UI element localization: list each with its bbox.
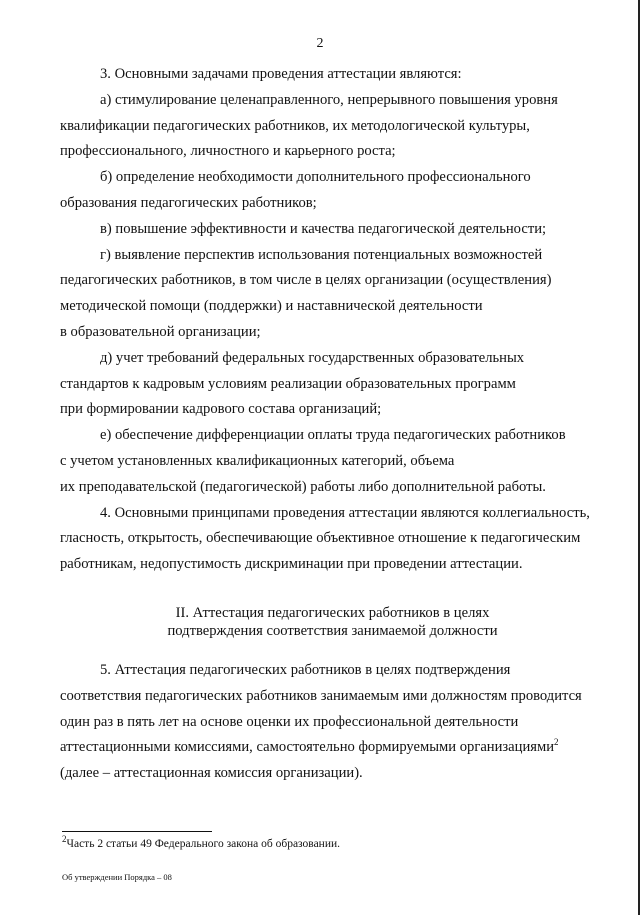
footnote bbox=[62, 834, 341, 850]
paragraph-5-line-5: (далее – аттестационная комиссия организации). bbox=[60, 765, 363, 782]
item-a-line-1: а) стимулирование целенаправленного, непрерывного повышения уровня bbox=[100, 91, 558, 108]
paragraph-4-line-1: 4. Основными принципами проведения аттестации являются коллегиальность, bbox=[100, 504, 590, 521]
item-b-line-2: образования педагогических работников; bbox=[60, 194, 317, 211]
section-heading-line-2: подтверждения соответствия занимаемой должности bbox=[167, 622, 498, 639]
item-v: в) повышение эффективности и качества педагогической деятельности; bbox=[100, 220, 547, 237]
item-b-line-1: б) определение необходимости дополнительного профессионального bbox=[100, 169, 531, 186]
page-number: 2 bbox=[316, 36, 324, 51]
footnote-ref: 2 bbox=[554, 737, 559, 748]
item-g-line-2: педагогических работников, в том числе в целях организации (осуществления) bbox=[60, 272, 552, 289]
item-e-line-3: их преподавательской (педагогической) работы либо дополнительной работы. bbox=[60, 478, 546, 495]
footnote-marker: 2 bbox=[62, 834, 67, 845]
item-d-line-1: д) учет требований федеральных государственных образовательных bbox=[100, 349, 525, 366]
item-a-line-2: квалификации педагогических работников, их методологической культуры, bbox=[60, 117, 530, 134]
section-heading bbox=[60, 604, 605, 640]
document-body bbox=[60, 62, 605, 787]
section-heading-line-1: II. Аттестация педагогических работников в целях bbox=[175, 604, 490, 621]
paragraph-5-line-4-text: аттестационными комиссиями, самостоятельно формируемыми организациями bbox=[60, 739, 555, 756]
item-g-line-4: в образовательной организации; bbox=[60, 323, 261, 340]
item-e-line-1: е) обеспечение дифференциации оплаты труда педагогических работников bbox=[100, 427, 566, 444]
item-d-line-2: стандартов к кадровым условиям реализации образовательных программ bbox=[60, 375, 516, 392]
item-e-line-2: с учетом установленных квалификационных категорий, объема bbox=[60, 452, 455, 469]
item-g-line-1: г) выявление перспектив использования потенциальных возможностей bbox=[100, 246, 543, 263]
paragraph-5-line-1: 5. Аттестация педагогических работников в целях подтверждения bbox=[100, 661, 511, 678]
paragraph-4-line-3: работникам, недопустимость дискриминации при проведении аттестации. bbox=[60, 556, 523, 573]
paragraph-3: 3. Основными задачами проведения аттестации являются: bbox=[100, 66, 462, 82]
item-d-line-3: при формировании кадрового состава организаций; bbox=[60, 401, 382, 418]
paragraph-5-line-2: соответствия педагогических работников занимаемым ими должностям проводится bbox=[60, 687, 582, 704]
paragraph-5-line-4 bbox=[60, 735, 605, 761]
item-g-line-3: методической помощи (поддержки) и наставнической деятельности bbox=[60, 298, 483, 315]
paragraph-4-line-2: гласность, открытость, обеспечивающие объективное отношение к педагогическим bbox=[60, 530, 581, 547]
footer-label: Об утверждении Порядка – 08 bbox=[62, 872, 172, 882]
footnote-divider bbox=[62, 831, 212, 832]
footnote-text: Часть 2 статьи 49 Федерального закона об образовании. bbox=[66, 838, 341, 850]
paragraph-5-line-3: один раз в пять лет на основе оценки их профессиональной деятельности bbox=[60, 713, 519, 730]
item-a-line-3: профессионального, личностного и карьерного роста; bbox=[60, 143, 396, 160]
